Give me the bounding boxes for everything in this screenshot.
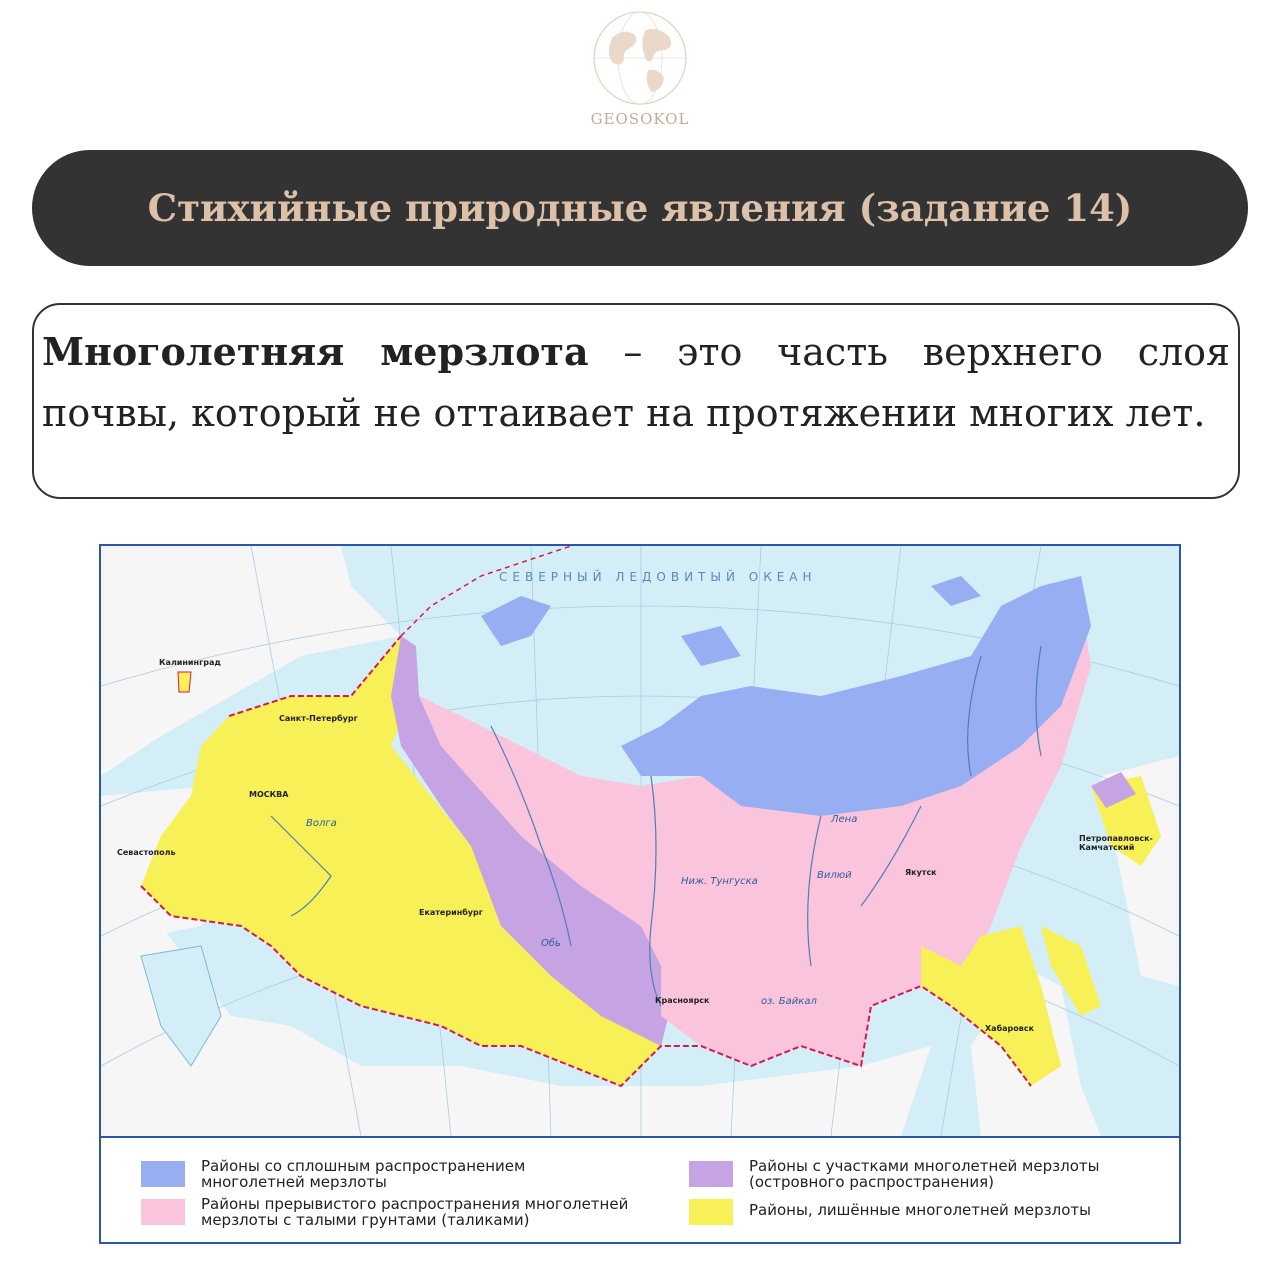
ocean-label: СЕВЕРНЫЙ ЛЕДОВИТЫЙ ОКЕАН (499, 570, 817, 584)
legend-item-discontinuous (141, 1196, 681, 1228)
map-canvas (101, 546, 1179, 1136)
legend-label-none: Районы, лишённые многолетней мерзлоты (749, 1201, 1091, 1219)
logo (585, 8, 695, 133)
globe-icon (590, 8, 690, 108)
city-yekaterinburg: Екатеринбург (419, 908, 483, 917)
legend-label-island: Районы с участками многолетней мерзлоты (островного распространения) (749, 1157, 1100, 1191)
city-khabarovsk: Хабаровск (985, 1024, 1035, 1033)
legend-item-continuous (141, 1158, 641, 1190)
definition-term: Многолетняя мерзлота (42, 329, 589, 374)
river-lower-tunguska: Ниж. Тунгуска (681, 876, 758, 887)
legend-label-continuous: Районы со сплошным распространением многолетней мерзлоты (201, 1157, 526, 1191)
river-ob: Обь (541, 938, 561, 949)
city-saint-petersburg: Санкт-Петербург (279, 714, 358, 723)
legend-swatch-none (689, 1199, 733, 1225)
logo-text: GEOSOKOL (590, 110, 690, 128)
header-banner (32, 150, 1248, 266)
legend-swatch-continuous (141, 1161, 185, 1187)
city-kaliningrad: Калининград (159, 658, 221, 667)
legend-label-discontinuous: Районы прерывистого распространения многолетней мерзлоты с талыми грунтами (таликами) (201, 1195, 629, 1229)
page-title: Стихийные природные явления (задание 14) (147, 186, 1133, 230)
river-volga: Волга (306, 818, 337, 829)
kaliningrad-zone (178, 672, 191, 692)
city-moscow: МОСКВА (249, 790, 289, 799)
permafrost-map (99, 544, 1181, 1244)
legend-swatch-island (689, 1161, 733, 1187)
city-petropavlovsk: Петропавловск-Камчатский (1079, 834, 1153, 852)
city-sevastopol: Севастополь (117, 848, 176, 857)
definition-paragraph (42, 321, 1230, 444)
city-krasnoyarsk: Красноярск (655, 996, 710, 1005)
definition-text: – это часть верхнего слоя почвы, который не оттаивает на протяжении многих лет. (42, 330, 1230, 435)
map-legend (101, 1136, 1179, 1244)
legend-swatch-discontinuous (141, 1199, 185, 1225)
legend-item-none (689, 1196, 1149, 1225)
river-vilyuy: Вилюй (817, 870, 852, 881)
lake-baikal: оз. Байкал (761, 996, 817, 1007)
definition-box (32, 303, 1240, 499)
city-yakutsk: Якутск (905, 868, 937, 877)
river-lena: Лена (831, 814, 858, 825)
legend-item-island (689, 1158, 1149, 1190)
